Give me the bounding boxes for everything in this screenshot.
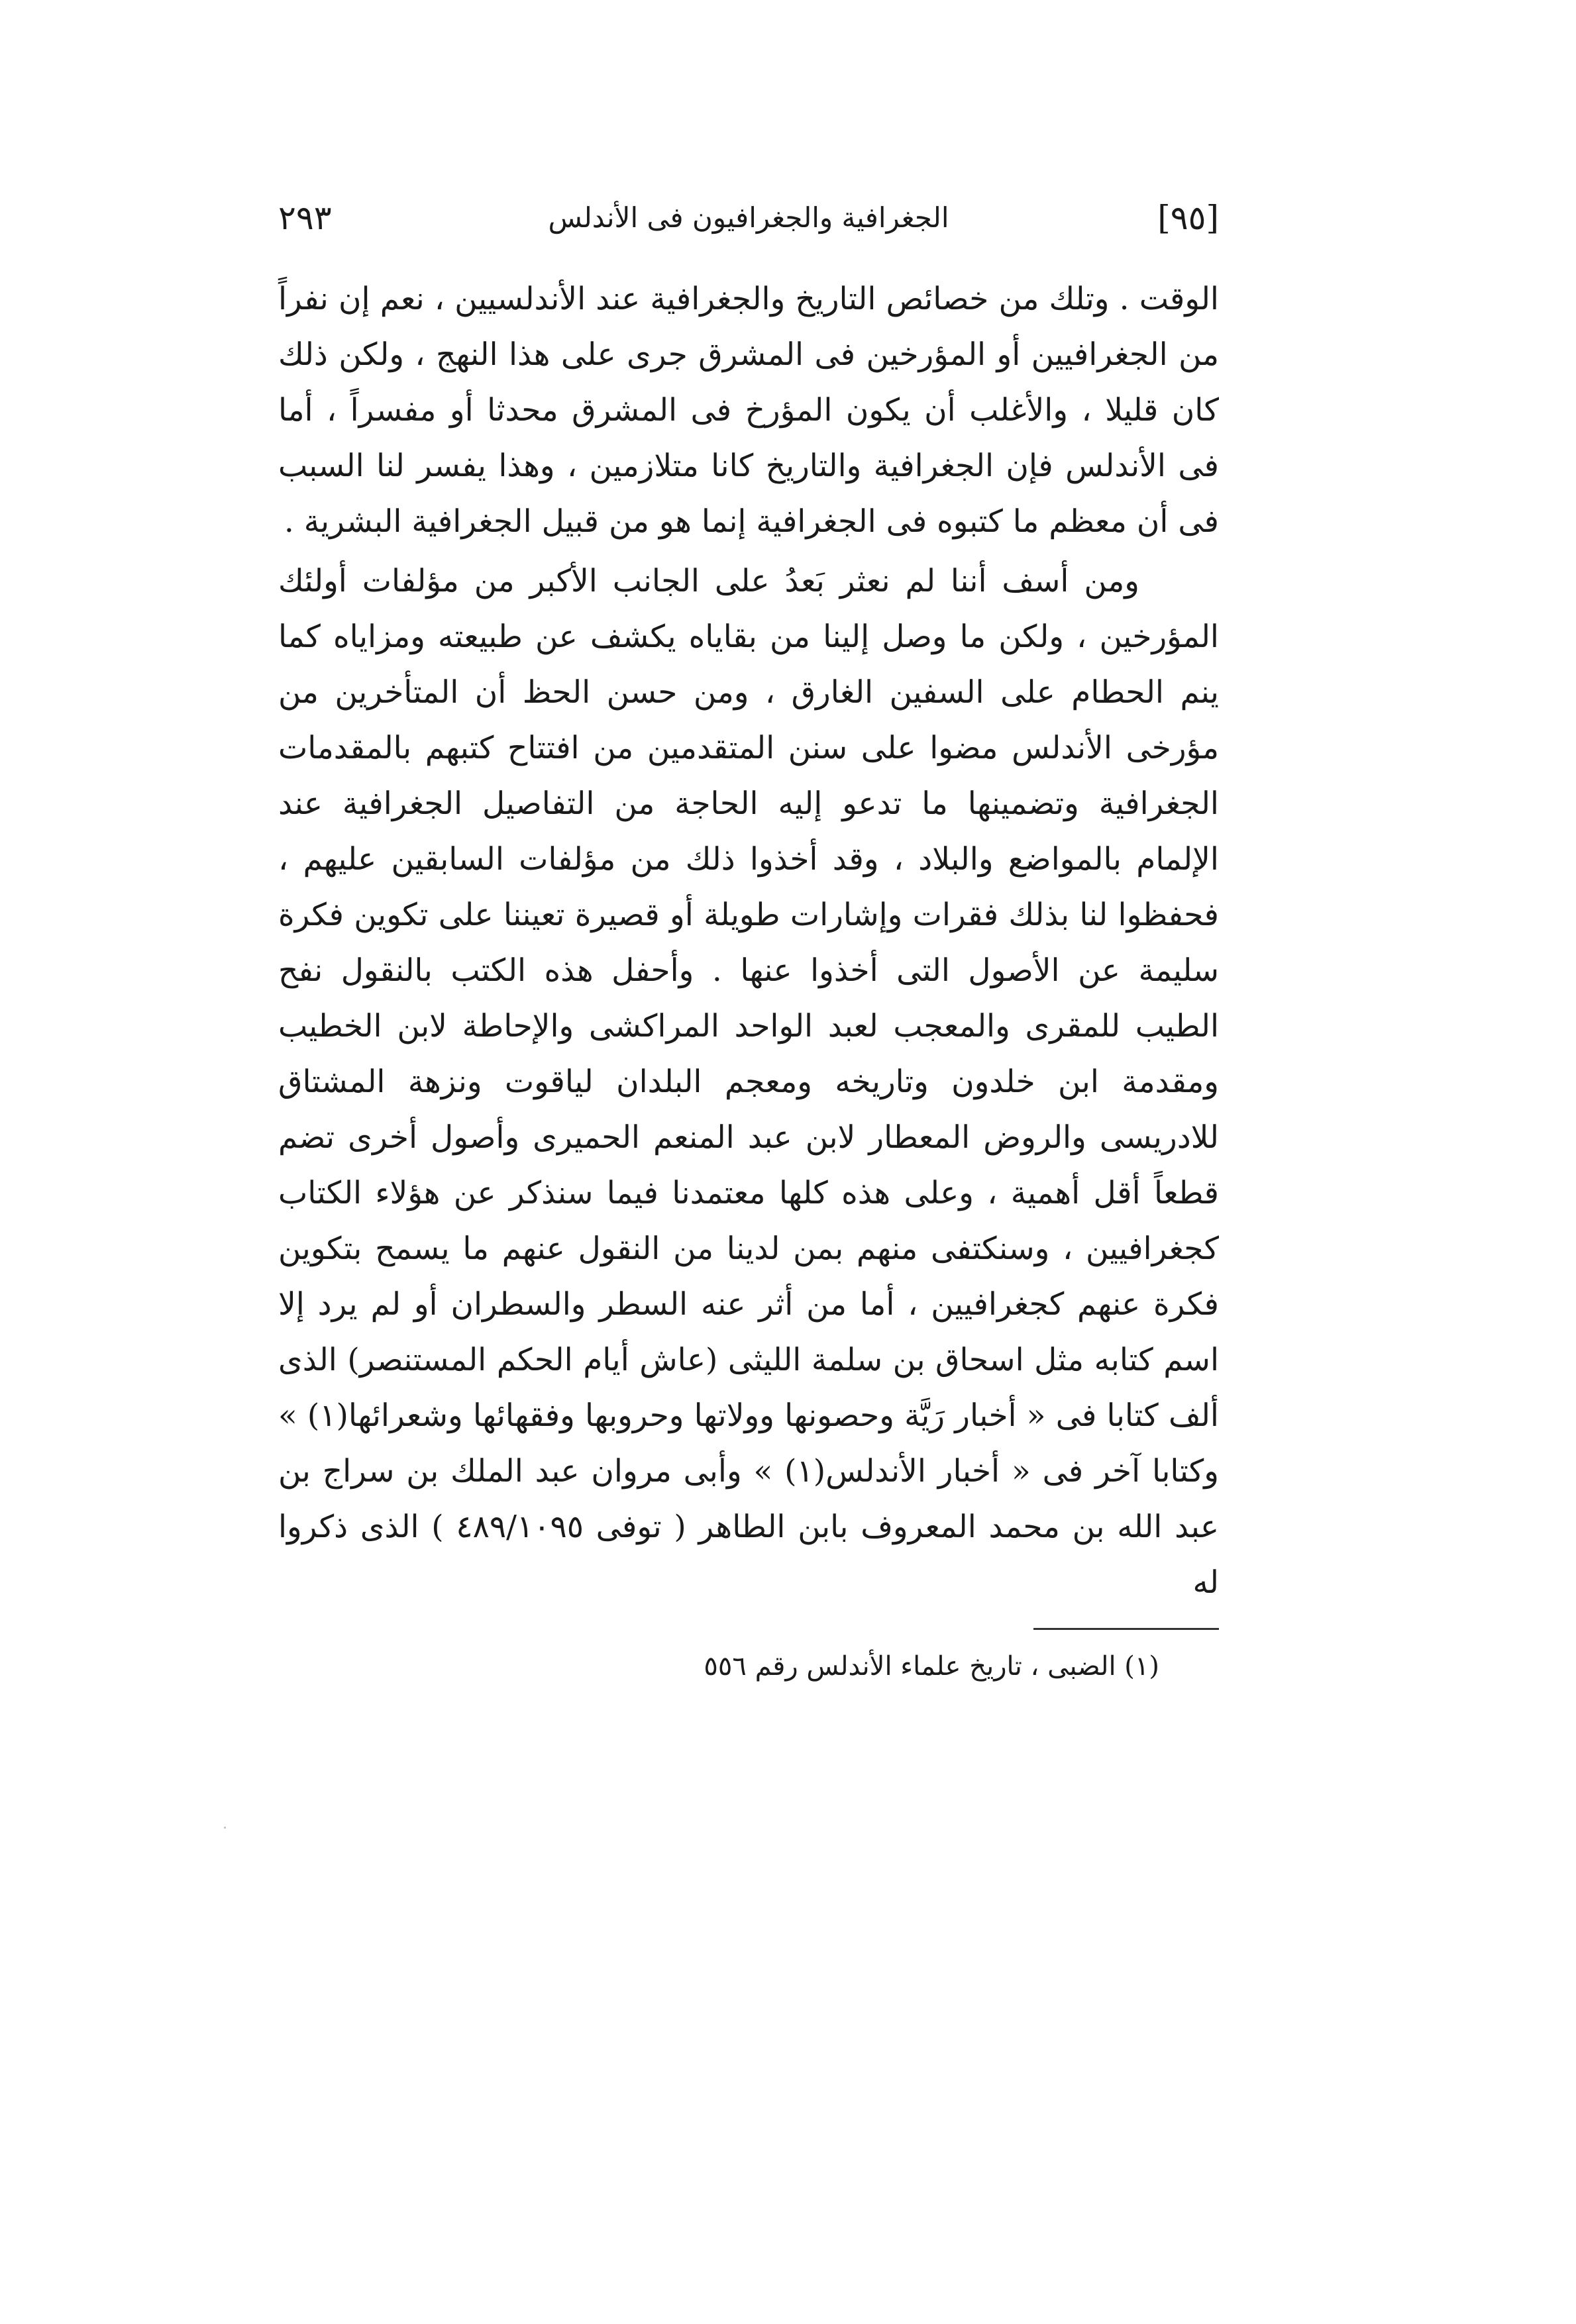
running-title: الجغرافية والجغرافيون فى الأندلس — [548, 201, 949, 234]
footnote: (١) الضبى ، تاريخ علماء الأندلس رقم ٥٥٦ — [704, 1651, 1159, 1682]
page-header — [278, 199, 1219, 252]
paragraph-1: الوقت . وتلك من خصائص التاريخ والجغرافية عند الأندلسيين ، نعم إن نفراً من الجغرافيين أو المؤرخين فى المشرق جرى على هذا النهج ، ولكن ذلك كان قليلا ، والأغلب أن يكون المؤرخ فى المشرق محدثا أو مفسراً ، أما فى الأندلس فإن الجغرافية والتاريخ كانا متلازمين ، وهذا يفسر لنا السبب فى أن معظم ما كتبوه فى الجغرافية إنما هو من قبيل الجغرافية البشرية . — [278, 281, 1219, 540]
section-number: [٩٥] — [1157, 199, 1219, 237]
footnote-separator — [1033, 1628, 1219, 1630]
main-text — [278, 272, 1219, 1611]
page-number: ٢٩٣ — [278, 199, 332, 237]
scan-speck — [224, 1827, 226, 1829]
paragraph-2: ومن أسف أننا لم نعثر بَعدُ على الجانب الأكبر من مؤلفات أولئك المؤرخين ، ولكن ما وصل إلينا من بقاياه يكشف عن طبيعته ومزاياه كما ينم الحطام على السفين الغارق ، ومن حسن الحظ أن المتأخرين من مؤرخى الأندلس مضوا على سنن المتقدمين من افتتاح كتبهم بالمقدمات الجغرافية وتضمينها ما تدعو إليه الحاجة من التفاصيل الجغرافية عند الإلمام بالمواضع والبلاد ، وقد أخذوا ذلك من مؤلفات السابقين عليهم ، فحفظوا لنا بذلك فقرات وإشارات طويلة أو قصيرة تعيننا على تكوين فكرة سليمة عن الأصول التى أخذوا عنها . وأحفل هذه الكتب بالنقول نفح الطيب للمقرى والمعجب لعبد الواحد المراكشى والإحاطة لابن الخطيب ومقدمة ابن خلدون وتاريخه ومعجم البلدان لياقوت ونزهة المشتاق للادريسى والروض المعطار لابن عبد المنعم الحميرى وأصول أخرى تضم قطعاً أقل أهمية ، وعلى هذه كلها معتمدنا فيما سنذكر عن هؤلاء الكتاب كجغرافيين ، وسنكتفى منهم بمن لدينا من النقول عنهم ما يسمح بتكوين فكرة عنهم كجغرافيين ، أما من أثر عنه السطر والسطران أو لم يرد إلا اسم كتابه مثل اسحاق بن سلمة الليثى (عاش أيام الحكم المستنصر) الذى ألف كتابا فى « أخبار رَيَّة وحصونها وولاتها وحروبها وفقهائها وشعرائها(١) » وكتابا آخر فى « أخبار الأندلس(١) » وأبى مروان عبد الملك بن سراج بن عبد الله بن محمد المعروف بابن الطاهر ( توفى ٤٨٩/١٠٩٥ ) الذى ذكروا له — [278, 563, 1220, 1601]
